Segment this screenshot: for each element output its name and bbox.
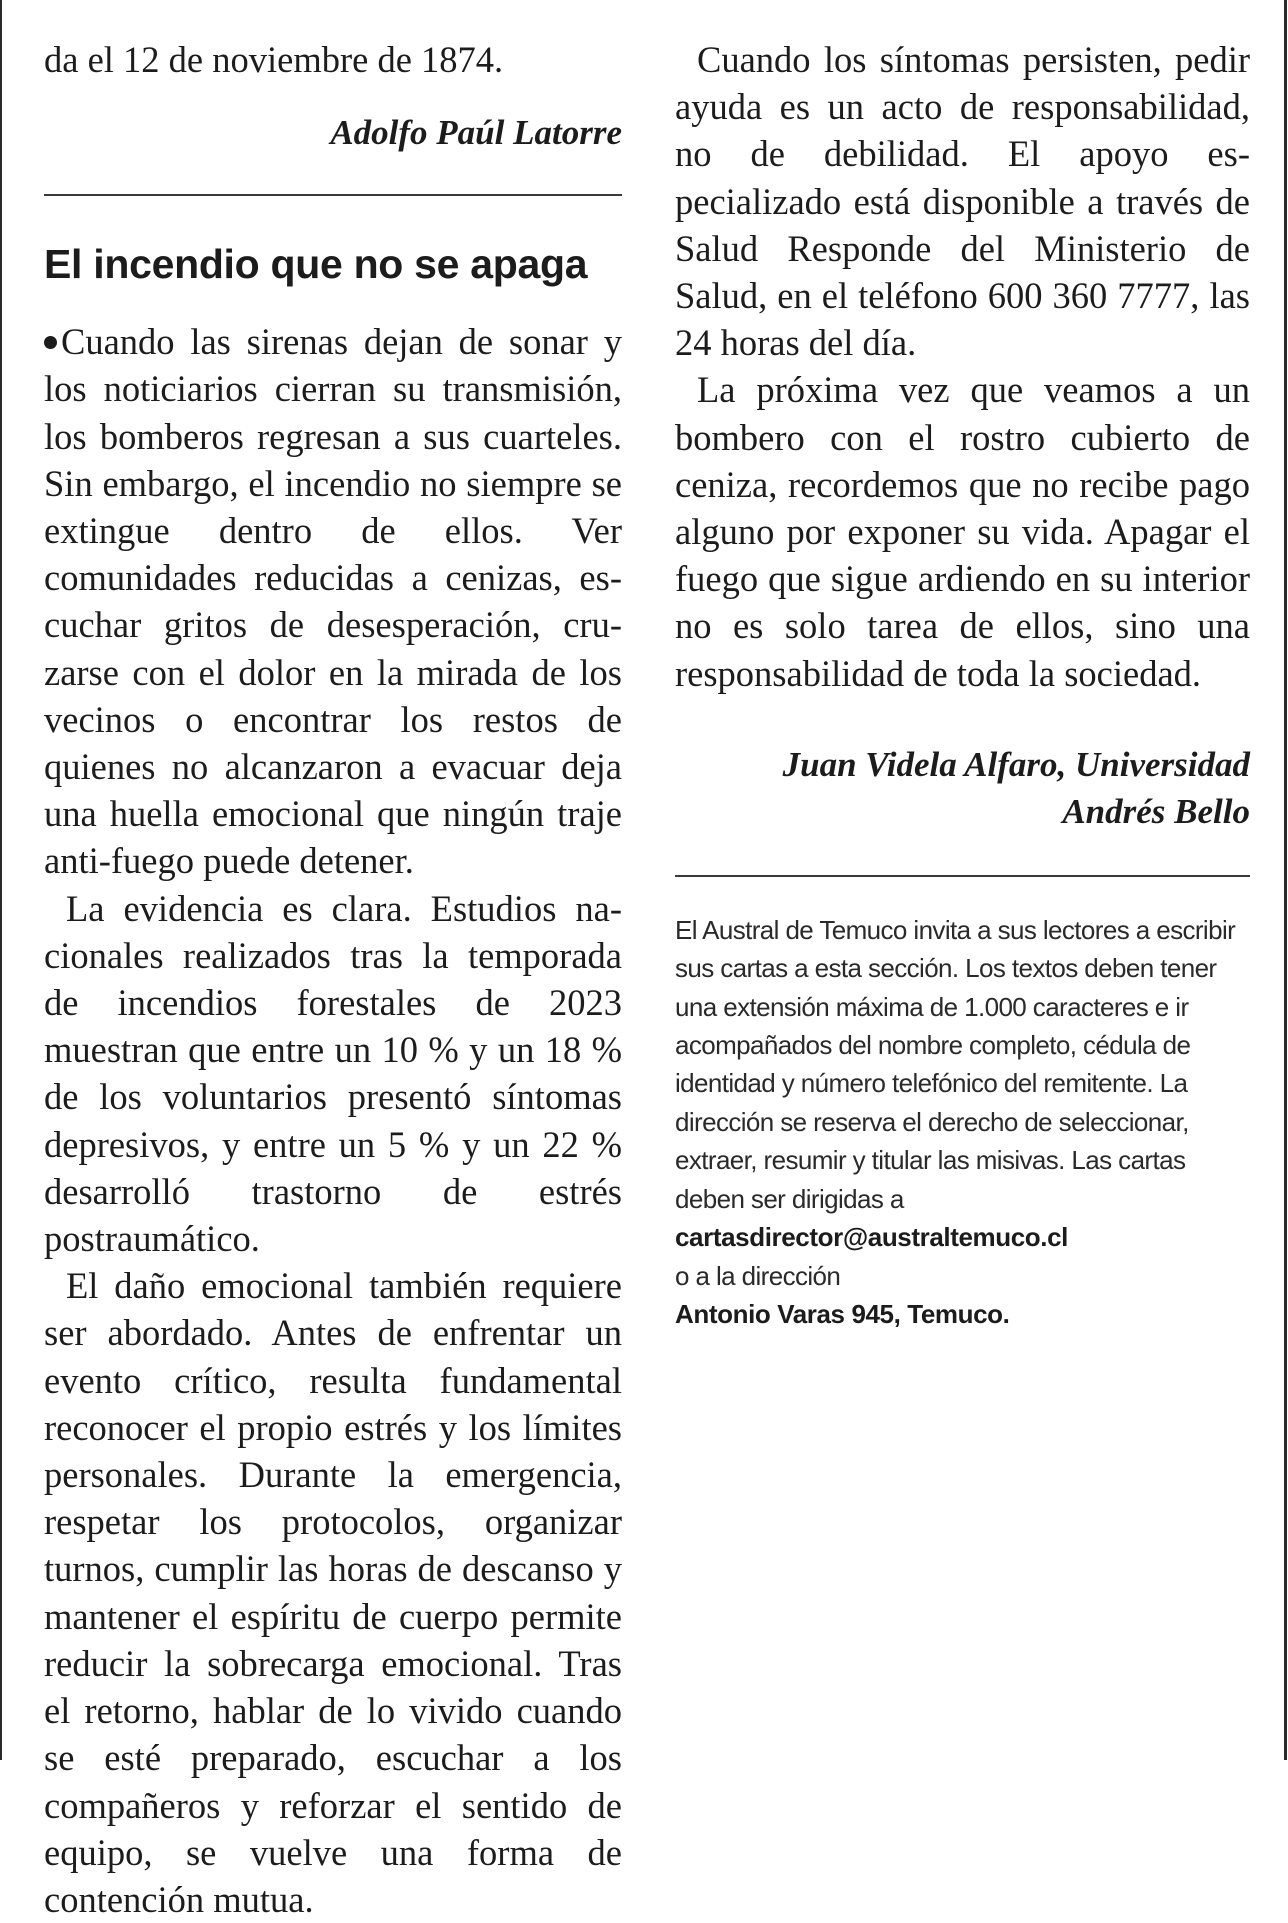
notice-separator-rule	[675, 875, 1250, 877]
previous-letter-closing: da el 12 de noviembre de 1874.	[44, 39, 504, 80]
notice-address: Antonio Varas 945, Temuco.	[675, 1298, 1010, 1329]
submission-notice	[675, 911, 1250, 1333]
letter-paragraph: Cuando los síntomas persisten, pedir ayuda es un acto de responsabilidad, no de debilidad. El apoyo especializado está disponible a través de Salud Responde del Ministerio de Salud, en el teléfono 600 360 7777, las 24 horas del día.	[675, 39, 1250, 364]
separator-rule	[44, 194, 622, 196]
bullet-icon	[44, 336, 57, 349]
previous-letter-author: Adolfo Paúl Latorre	[330, 113, 622, 153]
letter-paragraph: El daño emocional también requiere ser abordado. Antes de enfrentar un evento crítico, resulta fundamental reconocer el propio estrés y los límites personales. Durante la emergencia, respetar los protocolos, organizar turnos, cumplir las horas de descanso y mantener el espíritu de cuerpo permite reducir la sobrecarga emocional. Tras el retorno, hablar de lo vivido cuando se esté preparado, escuchar a los compañeros y reforzar el sentido de equipo, se vuelve una forma de contención mutua.	[44, 1265, 622, 1920]
notice-or-text: o a la dirección	[675, 1260, 841, 1291]
notice-email: cartasdirector@australtemuco.cl	[675, 1222, 1068, 1253]
right-column	[675, 36, 1250, 1333]
letter-body-left	[44, 318, 622, 1923]
letter-paragraph	[44, 318, 622, 884]
letter-author	[675, 741, 1250, 835]
letter-paragraph: La próxima vez que veamos a un bombero con el rostro cubierto de ceniza, recordemos que no recibe pago alguno por exponer su vida. Apagar el fuego que sigue ardiendo en su interior no es solo tarea de ellos, sino una responsabilidad de toda la sociedad.	[675, 369, 1250, 694]
letter-headline: El incendio que no se apaga	[44, 241, 588, 288]
paragraph-1-text: Cuando las sirenas dejan de sonar y los noticiarios cierran su transmisión, los bomberos regresan a sus cuarteles. Sin embargo, el incendio no siempre se extingue dentro de ellos. Ver comunidades reducidas a cenizas, escuchar gritos de desesperación, cruzarse con el dolor en la mirada de los vecinos o encontrar los restos de quienes no alcanzaron a evacuar deja una huella emocional que ningún traje anti-fuego puede detener.	[44, 321, 622, 882]
left-column	[44, 36, 622, 1923]
letter-body-right	[675, 36, 1250, 697]
letter-paragraph: La evidencia es clara. Estudios nacionales realizados tras la temporada de incendios forestales de 2023 muestran que entre un 10 % y un 18 % de los voluntarios presentó síntomas depresivos, y entre un 5 % y un 22 % desarrolló trastorno de estrés postraumático.	[44, 887, 622, 1260]
page-edge-line-right	[1284, 0, 1287, 1760]
page-edge-line-left	[0, 0, 2, 1760]
letter-author-line-2: Andrés Bello	[1062, 791, 1250, 831]
notice-text: El Austral de Temuco invita a sus lectores a escribir sus cartas a esta sección. Los textos deben tener una extensión máxima de 1.000 caracteres e ir acompañados del nombre completo, cédula de identidad y número telefónico del remitente. La dirección se reserva el derecho de seleccionar, extraer, resumir y titular las misivas. Las cartas deben ser dirigidas a	[675, 914, 1236, 1214]
letter-author-line-1: Juan Videla Alfaro, Universidad	[782, 744, 1250, 784]
